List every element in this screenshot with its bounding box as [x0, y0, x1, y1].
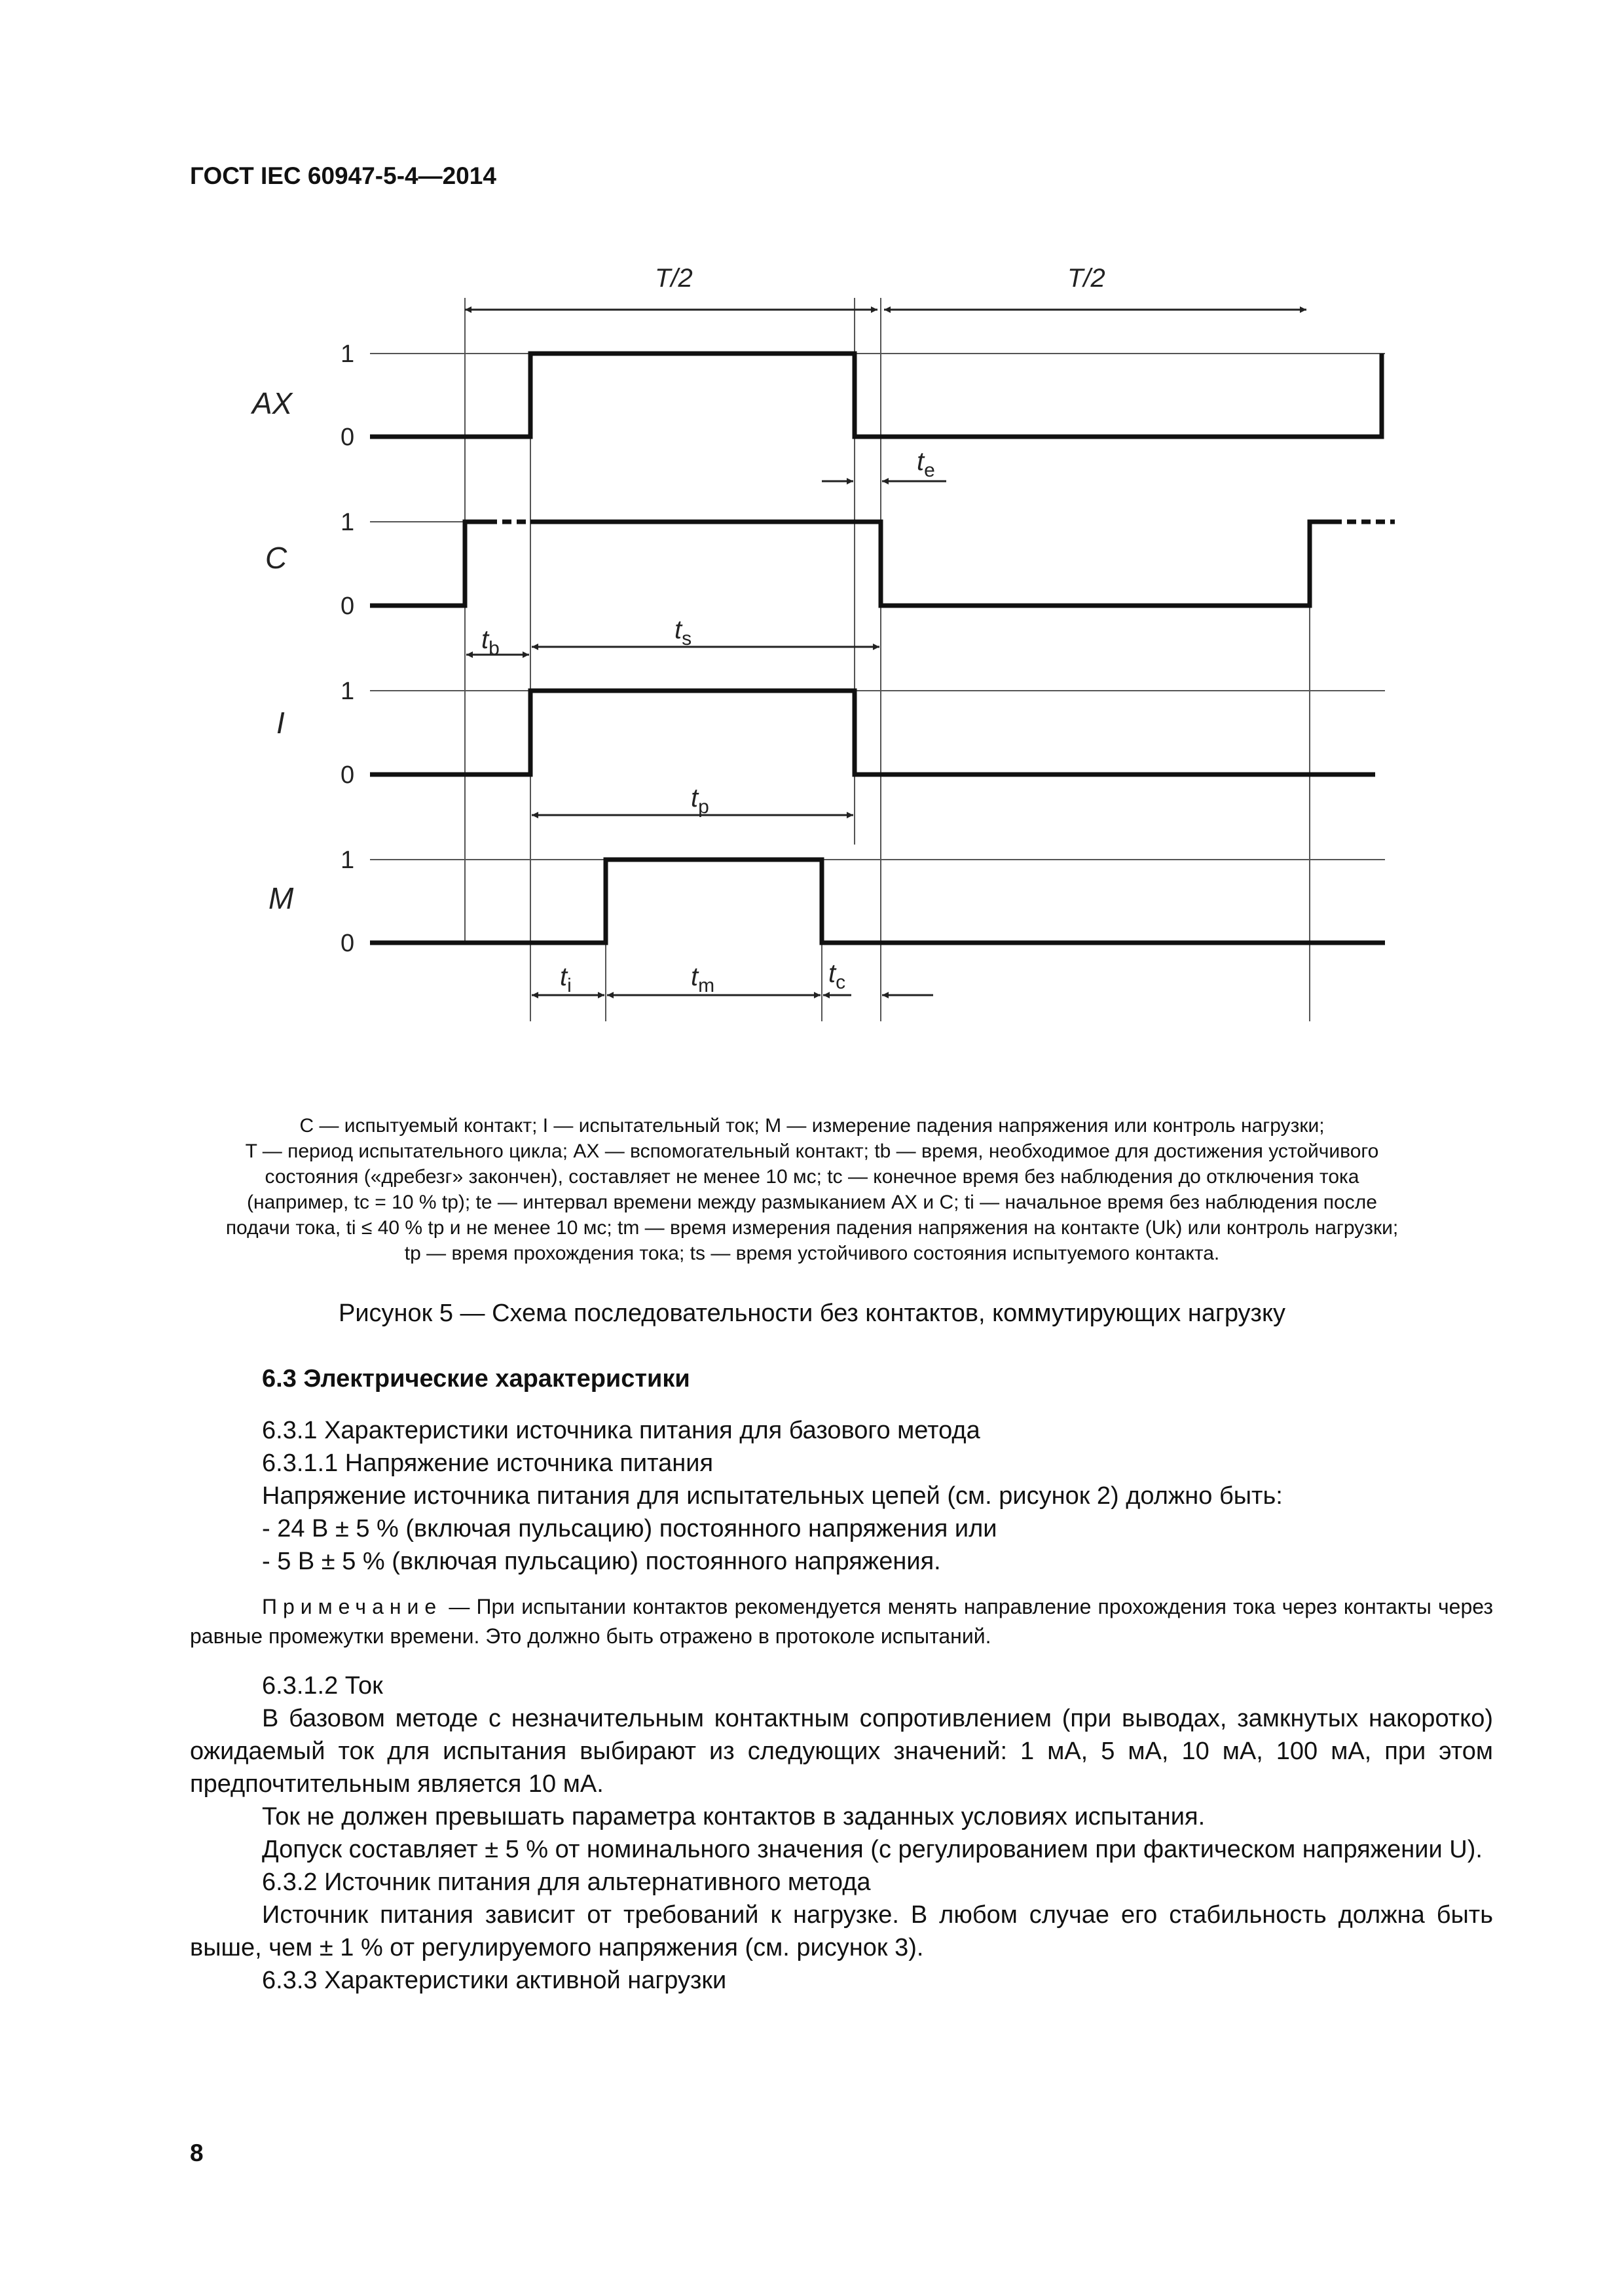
interval-label-te: $t_e$ [917, 447, 935, 481]
paragraph: В базовом методе с незначительным контактным сопротивлением (при выводах, замкнутых накоротко) ожидаемый ток для испытания выбирают из следующих значений: 1 мА, 5 мА, 10 мА, 100 мА, при этом предпочтительным является 10 мА. [190, 1705, 1493, 1798]
legend-line: подачи тока, ti ≤ 40 % tp и не менее 10 мс; tm — время измерения падения напряжения на контакте (Uk) или контроль нагрузки; [225, 1217, 1399, 1239]
i-signal-trace [370, 691, 1375, 774]
signal-name-i: I [276, 706, 285, 740]
legend-line: T — период испытательного цикла; AX — вспомогательный контакт; tb — время, необходимое для достижения устойчивого [245, 1140, 1379, 1162]
period-label-2: T/2 [1067, 264, 1105, 293]
level-label: 0 [341, 761, 355, 789]
paragraph: 6.3.1 Характеристики источника питания для базового метода [262, 1417, 980, 1444]
current-section [190, 1669, 1493, 1997]
figure-title: Рисунок 5 — Схема последовательности без контактов, коммутирующих нагрузку [338, 1300, 1286, 1327]
section-lines [190, 1414, 1493, 1578]
document-header: ГОСТ IEC 60947-5-4—2014 [190, 162, 496, 189]
page-number: 8 [190, 2140, 204, 2166]
paragraph: - 5 В ± 5 % (включая пульсацию) постоянного напряжения. [262, 1548, 941, 1575]
legend-line: C — испытуемый контакт; I — испытательный ток; M — измерение падения напряжения или контроль нагрузки; [299, 1115, 1325, 1137]
paragraph: 6.3.1.1 Напряжение источника питания [262, 1449, 714, 1477]
paragraph: - 24 В ± 5 % (включая пульсацию) постоянного напряжения или [262, 1515, 997, 1542]
interval-label-ti: $t_i$ [560, 962, 572, 996]
interval-label-tc: $t_c$ [828, 959, 846, 993]
legend-line: состояния («дребезг» закончен), составляет не менее 10 мс; tc — конечное время без наблюдения до отключения тока [265, 1166, 1359, 1188]
note [190, 1592, 1493, 1651]
ax-signal-trace [370, 354, 1382, 437]
c-signal-trace [370, 522, 488, 606]
paragraph-heading: 6.3.1.2 Ток [262, 1672, 383, 1700]
level-label: 0 [341, 424, 355, 451]
signal-name-ax: AX [252, 386, 293, 420]
level-label: 1 [341, 847, 355, 874]
paragraph-heading: 6.3.2 Источник питания для альтернативного метода [262, 1868, 871, 1896]
section-title: 6.3 Электрические характеристики [262, 1365, 690, 1393]
level-label: 1 [341, 678, 355, 705]
figure-legend [216, 1113, 1408, 1266]
legend-line: (например, tc = 10 % tp); te — интервал времени между размыканием AX и C; ti — начальное время без наблюдения после [247, 1192, 1377, 1213]
signal-name-m: M [268, 881, 294, 915]
paragraph: Напряжение источника питания для испытательных цепей (см. рисунок 2) должно быть: [262, 1482, 1283, 1510]
interval-label-tb: $t_b$ [481, 625, 500, 659]
period-label-1: T/2 [655, 264, 693, 293]
note-label: Примечание [262, 1595, 443, 1618]
timing-diagram [0, 0, 1624, 1100]
paragraph: Ток не должен превышать параметра контактов в заданных условиях испытания. [262, 1803, 1206, 1831]
level-label: 0 [341, 592, 355, 620]
paragraph-heading: 6.3.3 Характеристики активной нагрузки [262, 1967, 727, 1994]
interval-label-tp: $t_p$ [691, 784, 709, 818]
level-label: 0 [341, 930, 355, 957]
interval-label-tm: $t_m$ [691, 962, 715, 996]
note-text: — При испытании контактов рекомендуется менять направление прохождения тока через контакты через равные промежутки времени. Это должно быть отражено в протоколе испытаний. [190, 1595, 1493, 1648]
m-signal-trace [370, 860, 1385, 943]
level-label: 1 [341, 509, 355, 536]
paragraph: Допуск составляет ± 5 % от номинального значения (с регулированием при фактическом напряжении U). [262, 1836, 1483, 1863]
level-label: 1 [341, 340, 355, 368]
legend-line: tp — время прохождения тока; ts — время устойчивого состояния испытуемого контакта. [404, 1243, 1220, 1264]
signal-name-c: C [265, 541, 287, 575]
paragraph: Источник питания зависит от требований к нагрузке. В любом случае его стабильность должна быть выше, чем ± 1 % от регулируемого напряжения (см. рисунок 3). [190, 1901, 1493, 1961]
interval-label-ts: $t_s$ [674, 615, 692, 649]
